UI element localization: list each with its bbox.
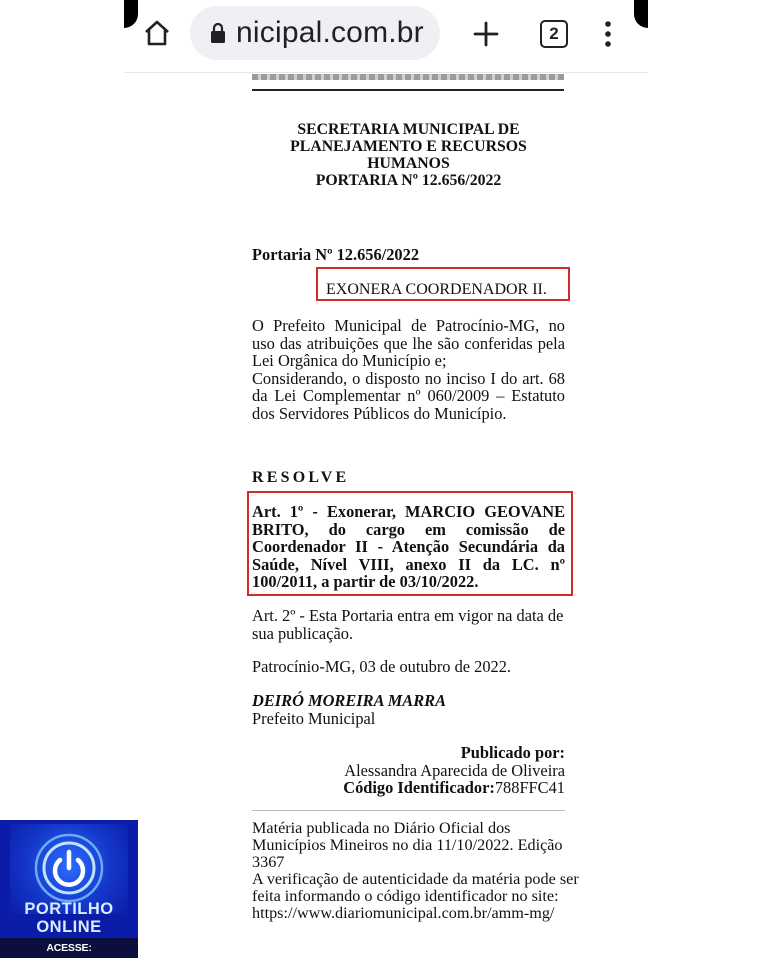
- home-icon[interactable]: [142, 18, 172, 48]
- preamble-paragraph: O Prefeito Municipal de Patrocínio-MG, no uso das atribuições que lhe são conferidas pela Lei Orgânica do Município e;: [252, 316, 565, 370]
- published-by-name: Alessandra Aparecida de Oliveira: [344, 760, 565, 780]
- tab-switcher-icon[interactable]: 2: [540, 20, 568, 48]
- footer-divider: [252, 810, 565, 811]
- logo-line-2: ONLINE: [36, 918, 102, 936]
- article-2: Art. 2º - Esta Portaria entra em vigor na data de sua publicação.: [252, 606, 564, 643]
- portilho-online-logo: [0, 820, 138, 974]
- menu-dots-icon[interactable]: [598, 20, 618, 48]
- url-text: nicipal.com.br: [236, 16, 424, 49]
- signature-block: [252, 692, 565, 727]
- code-label: Código Identificador:: [343, 778, 495, 797]
- ementa-text: EXONERA COORDENADOR II.: [326, 281, 547, 298]
- logo-line-1: PORTILHO: [24, 900, 114, 918]
- article-1: Art. 1º - Exonerar, MARCIO GEOVANE BRITO, do cargo em comissão de Coordenador II - Atenção Secundária da Saúde, Nível VIII, anexo II da LC. nº 100/2011, a partir de 03/10/2022.: [252, 502, 565, 592]
- footer-paragraph: Matéria publicada no Diário Oficial dos Municípios Mineiros no dia 11/10/2022. Edição 3367: [252, 819, 563, 871]
- footer-paragraph: A verificação de autenticidade da matéria pode ser feita informando o código identificador no site: https://www.diariomunicipal.com.br/amm-mg/: [252, 870, 579, 922]
- power-icon: [30, 830, 108, 908]
- address-bar[interactable]: [190, 6, 440, 60]
- plus-icon[interactable]: [472, 20, 500, 48]
- signer-title: Prefeito Municipal: [252, 708, 376, 728]
- code-value: 788FFC41: [494, 778, 565, 797]
- signer-name: DEIRÓ MOREIRA MARRA: [252, 691, 447, 710]
- preamble-paragraph: Considerando, o disposto no inciso I do art. 68 da Lei Complementar nº 060/2009 – Estatuto dos Servidores Públicos do Município.: [252, 368, 565, 423]
- logo-line-3: ACESSE: WWW.PORTILHO.ONLINE: [0, 938, 138, 958]
- header-rule: [252, 89, 564, 91]
- portaria-label: Portaria Nº 12.656/2022: [252, 245, 420, 264]
- heading-line: PORTARIA Nº 12.656/2022: [315, 172, 502, 189]
- document-heading: [252, 121, 565, 189]
- published-by-label: Publicado por:: [460, 743, 565, 762]
- heading-line: PLANEJAMENTO E RECURSOS: [290, 138, 527, 155]
- published-by-block: [252, 744, 565, 797]
- cropped-text-line: [252, 72, 564, 84]
- local-date: Patrocínio-MG, 03 de outubro de 2022.: [252, 657, 512, 676]
- resolve-heading: RESOLVE: [252, 469, 350, 486]
- lock-icon: [210, 22, 226, 44]
- publication-footer: [252, 820, 587, 922]
- heading-line: SECRETARIA MUNICIPAL DE: [297, 121, 520, 138]
- heading-line: HUMANOS: [367, 155, 450, 172]
- preamble: [252, 317, 565, 422]
